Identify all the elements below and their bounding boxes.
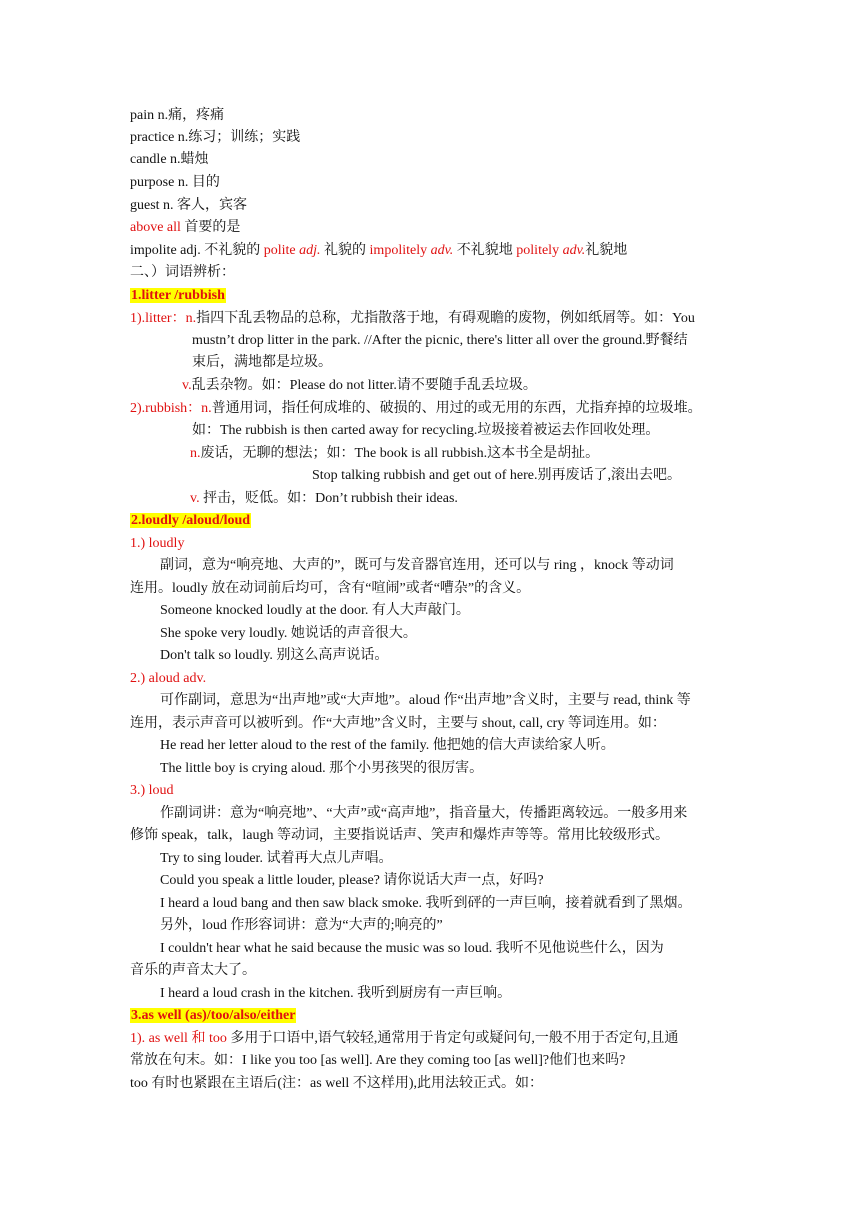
litter-verb xyxy=(182,376,537,396)
litter-verb-label: v. xyxy=(182,378,192,393)
aloud-heading: 2.) aloud adv. xyxy=(130,671,207,686)
loud-para-1: 作副词讲：意为“响亮地”、“大声”或“高声地”，指音量大，传播距离较远。一般多用来 xyxy=(160,806,688,821)
aloud-example-2: The little boy is crying aloud. 那个小男孩哭的很厉害。 xyxy=(160,761,484,776)
word-impolitely: impolitely xyxy=(369,243,428,258)
litter-verb-text: 乱丢杂物。如：Please do not litter.请不要随手乱丢垃圾。 xyxy=(191,378,537,393)
vocab-impolite xyxy=(130,241,627,261)
section-heading: 二、）词语辨析： xyxy=(130,265,235,280)
rubbish-verb-text: 抨击，贬低。如：Don’t rubbish their ideas. xyxy=(199,491,458,506)
rubbish-label: 2).rubbish：n. xyxy=(130,401,212,416)
too-label: too xyxy=(205,1031,231,1046)
aloud-example-1: He read her letter aloud to the rest of the family. 他把她的信大声读给家人听。 xyxy=(160,738,615,753)
pos-polite: adj. xyxy=(295,243,321,258)
word-polite: polite xyxy=(263,243,296,258)
loud-example-2: Could you speak a little louder, please? 请你说话大声一点，好吗? xyxy=(160,873,544,888)
loud-adj-note: 另外，loud 作形容词讲：意为“大声的;响亮的” xyxy=(160,918,443,933)
loud-para-2: 修饰 speak，talk，laugh 等动词，主要指说话声、笑声和爆炸声等等。常用比较级形式。 xyxy=(130,828,669,843)
section-1-highlight: 1.litter /rubbish xyxy=(131,288,225,303)
rubbish-verb xyxy=(190,489,458,509)
loud-example-4-cont: 音乐的声音太大了。 xyxy=(130,963,256,978)
loudly-heading: 1.) loudly xyxy=(130,536,185,551)
rubbish-noun-text: 废话，无聊的想法；如：The book is all rubbish.这本书全是胡扯。 xyxy=(200,446,600,461)
loudly-example-3: Don't talk so loudly. 别这么高声说话。 xyxy=(160,648,389,663)
loudly-para-1: 副词，意为“响亮地、大声的”，既可与发音器官连用，还可以与 ring ，knock 等动词 xyxy=(160,558,674,573)
section-1-title xyxy=(130,286,226,306)
meaning-polite: 礼貌的 xyxy=(320,243,370,258)
loud-heading: 3.) loud xyxy=(130,783,174,798)
rubbish-noun-2 xyxy=(190,444,599,464)
rubbish-verb-label: v. xyxy=(190,491,200,506)
aloud-para-2: 连用，表示声音可以被听到。作“大声地”含义时，主要与 shout, call, cry 等词连用。如： xyxy=(130,716,666,731)
word-politely: politely xyxy=(516,243,560,258)
loudly-para-2: 连用。loudly 放在动词前后均可，含有“喧闹”或者“嘈杂”的含义。 xyxy=(130,581,531,596)
litter-example-cont: 束后，满地都是垃圾。 xyxy=(192,355,332,370)
litter-definition xyxy=(130,309,695,329)
litter-label: 1).litter：n. xyxy=(130,311,197,326)
vocab-candle: candle n.蜡烛 xyxy=(130,152,209,167)
loud-example-1: Try to sing louder. 试着再大点儿声唱。 xyxy=(160,851,393,866)
aloud-para-1: 可作副词，意思为“出声地”或“大声地”。aloud 作“出声地”含义时，主要与 read, think 等 xyxy=(160,693,691,708)
loudly-example-2: She spoke very loudly. 她说话的声音很大。 xyxy=(160,626,417,641)
as-well-too-para xyxy=(130,1029,678,1049)
phrase-above-all-meaning: 首要的是 xyxy=(180,220,241,235)
as-well-label: 1). as well xyxy=(130,1031,192,1046)
rubbish-noun-example: Stop talking rubbish and get out of here.别再废话了,滚出去吧。 xyxy=(312,468,682,483)
word-impolite: impolite adj. 不礼貌的 xyxy=(130,243,264,258)
vocab-above-all xyxy=(130,218,240,238)
vocab-practice: practice n.练习；训练；实践 xyxy=(130,130,301,145)
section-3-highlight: 3.as well (as)/too/also/either xyxy=(131,1008,296,1023)
litter-example: mustn’t drop litter in the park. //After the picnic, there's litter all over the ground.野餐结 xyxy=(192,333,688,348)
loudly-example-1: Someone knocked loudly at the door. 有人大声敲门。 xyxy=(160,603,470,618)
meaning-impolitely: 不礼貌地 xyxy=(453,243,517,258)
and-label: 和 xyxy=(191,1031,206,1046)
section-2-title xyxy=(130,511,251,531)
section-3-title xyxy=(130,1006,296,1026)
loud-example-3: I heard a loud bang and then saw black smoke. 我听到砰的一声巨响，接着就看到了黑烟。 xyxy=(160,896,692,911)
pos-politely: adv. xyxy=(559,243,586,258)
loud-example-4: I couldn't hear what he said because the music was so loud. 我听不见他说些什么，因为 xyxy=(160,941,664,956)
vocab-purpose: purpose n. 目的 xyxy=(130,175,220,190)
rubbish-example: 如：The rubbish is then carted away for recycling.垃圾接着被运去作回收处理。 xyxy=(192,423,660,438)
too-note: too 有时也紧跟在主语后(注：as well 不这样用),此用法较正式。如： xyxy=(130,1076,543,1091)
vocab-pain: pain n.痛，疼痛 xyxy=(130,108,225,123)
rubbish-text: 普通用词，指任何成堆的、破损的、用过的或无用的东西，尤指弃掉的垃圾堆。 xyxy=(211,401,702,416)
pos-impolitely: adv. xyxy=(427,243,454,258)
section-2-highlight: 2.loudly /aloud/loud xyxy=(131,513,251,528)
rubbish-definition xyxy=(130,399,702,419)
vocab-guest: guest n. 客人，宾客 xyxy=(130,198,248,213)
meaning-politely: 礼貌地 xyxy=(585,243,628,258)
phrase-above-all: above all xyxy=(130,220,181,235)
loud-example-5: I heard a loud crash in the kitchen. 我听到厨房有一声巨响。 xyxy=(160,986,512,1001)
litter-text: 指四下乱丢物品的总称，尤指散落于地，有碍观瞻的废物，例如纸屑等。如：You xyxy=(196,311,695,326)
rubbish-noun-label: n. xyxy=(190,446,201,461)
as-well-too-text: 多用于口语中,语气较轻,通常用于肯定句或疑问句,一般不用于否定句,且通 xyxy=(230,1031,679,1046)
as-well-too-example: 常放在句末。如：I like you too [as well]. Are they coming too [as well]?他们也来吗? xyxy=(130,1053,626,1068)
